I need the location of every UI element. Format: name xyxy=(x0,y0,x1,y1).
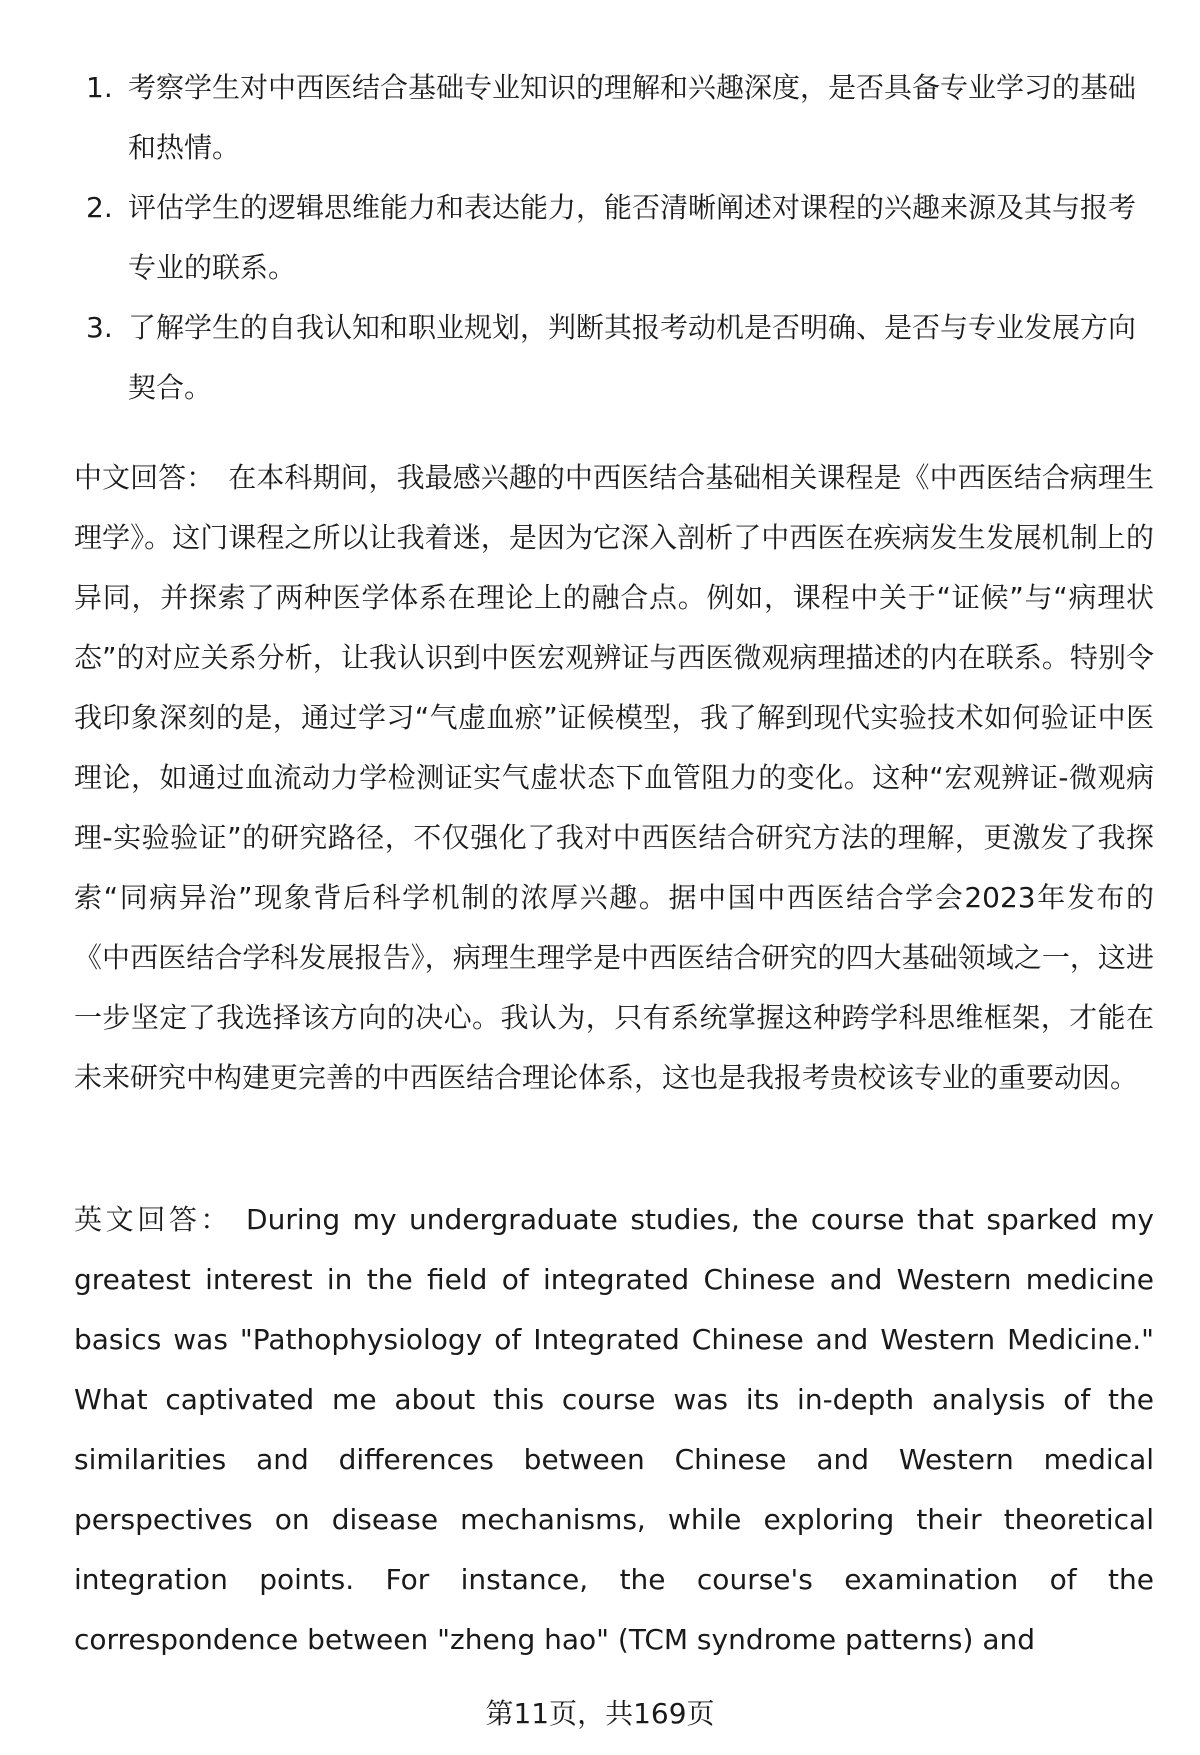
chinese-answer-text: 在本科期间，我最感兴趣的中西医结合基础相关课程是《中西医结合病理生理学》。这门课程之所以让我着迷，是因为它深入剖析了中西医在疾病发生发展机制上的异同，并探索了两种医学体系在理论上的融合点。例如，课程中关于“证候”与“病理状态”的对应关系分析，让我认识到中医宏观辨证与西医微观病理描述的内在联系。特别令我印象深刻的是，通过学习“气虚血瘀”证候模型，我了解到现代实验技术如何验证中医理论，如通过血流动力学检测证实气虚状态下血管阻力的变化。这种“宏观辨证-微观病理-实验验证”的研究路径，不仅强化了我对中西医结合研究方法的理解，更激发了我探索“同病异治”现象背后科学机制的浓厚兴趣。据中国中西医结合学会2023年发布的《中西医结合学科发展报告》，病理生理学是中西医结合研究的四大基础领域之一，这进一步坚定了我选择该方向的决心。我认为，只有系统掌握这种跨学科思维框架，才能在未来研究中构建更完善的中西医结合理论体系，这也是我报考贵校该专业的重要动因。 xyxy=(74,461,1154,1094)
evaluation-points-list xyxy=(0,58,1200,418)
list-item xyxy=(0,58,1200,178)
list-item-text: 评估学生的逻辑思维能力和表达能力，能否清晰阐述对课程的兴趣来源及其与报考专业的联系。 xyxy=(128,191,1137,284)
english-answer-label: 英文回答： xyxy=(74,1203,233,1236)
page-number-footer: 第11页，共169页 xyxy=(485,1697,715,1730)
list-item-number: 3. xyxy=(86,311,113,344)
chinese-answer-label: 中文回答： xyxy=(74,461,215,494)
list-item-text: 考察学生对中西医结合基础专业知识的理解和兴趣深度，是否具备专业学习的基础和热情。 xyxy=(128,71,1137,164)
english-answer-text: During my undergraduate studies, the course that sparked my greatest interest in the field of integrated Chinese and Western medicine basics was "Pathophysiology of Integrated Chinese and Western Medicine." What captivated me about this course was its in-depth analysis of the similarities and differences between Chinese and Western medical perspectives on disease mechanisms, while exploring their theoretical integration points. For instance, the course's examination of the correspondence between "zheng hao" (TCM syndrome patterns) and xyxy=(74,1203,1154,1656)
list-item-number: 1. xyxy=(86,71,113,104)
list-item xyxy=(0,178,1200,298)
english-answer-paragraph xyxy=(74,1190,1154,1670)
chinese-answer-paragraph xyxy=(74,448,1154,1108)
list-item xyxy=(0,298,1200,418)
list-item-number: 2. xyxy=(86,191,113,224)
list-item-text: 了解学生的自我认知和职业规划，判断其报考动机是否明确、是否与专业发展方向契合。 xyxy=(128,311,1137,404)
